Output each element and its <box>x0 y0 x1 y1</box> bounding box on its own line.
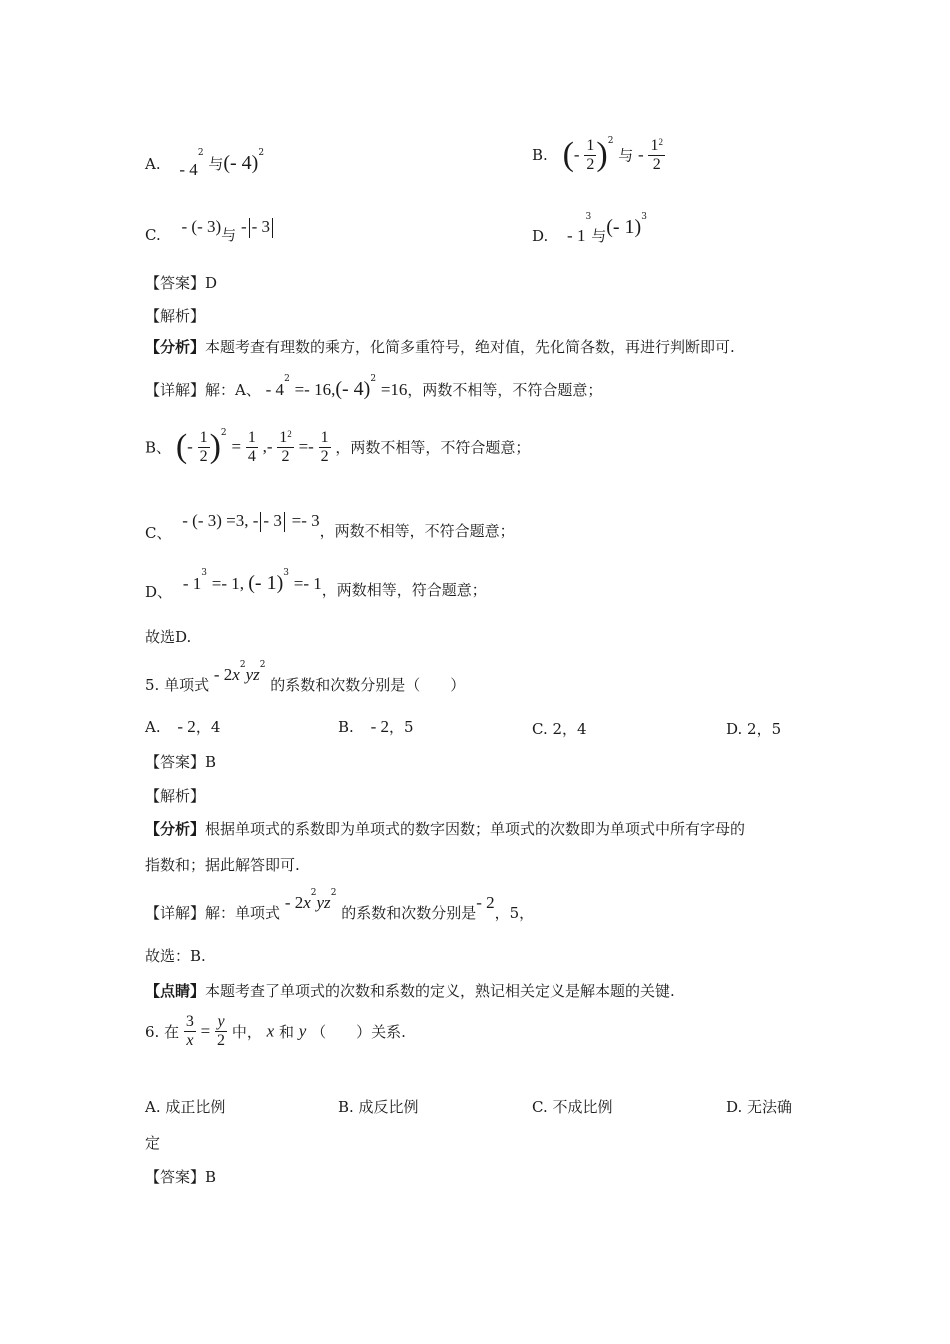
q5-stem <box>145 660 466 694</box>
q5-option-c: C. 2，4 <box>532 720 587 738</box>
math-exp: 3 <box>283 568 289 578</box>
math-exp: 2 <box>259 660 266 670</box>
math-expr: - 4 <box>265 380 285 399</box>
q5-option-d: D. 2，5 <box>726 720 782 738</box>
math-expr: - 4 <box>179 160 198 179</box>
detail-prefix: 解：A、 <box>205 381 261 399</box>
fenxi-text: 本题考查有理数的乘方，化简多重符号，绝对值，先化简各数，再进行判断即可. <box>205 338 735 356</box>
abs-expr: - 3 <box>251 217 271 236</box>
stem-num: 6. 在 <box>145 1023 180 1041</box>
option-label: A. <box>145 718 161 736</box>
math-exp: 2 <box>239 660 246 670</box>
math-expr: =- 1, <box>211 574 249 593</box>
conj: 与 <box>208 155 224 173</box>
q4-option-b: B. (- $\frac{1}{2}$ )$^2$ 与 - $\frac{1^2}{2}$ <box>532 136 663 173</box>
q4-option-a <box>145 148 265 179</box>
math-exp: 3 <box>641 212 647 222</box>
math-expr: =- 3 <box>291 511 320 530</box>
conj: 与 <box>591 227 607 245</box>
conj: 与 <box>221 226 237 244</box>
option-rest: ，4 <box>195 718 221 736</box>
detail-text: ，两数不相等，不符合题意； <box>319 522 515 540</box>
math-minus: - <box>187 437 193 456</box>
math-var: x <box>232 665 240 684</box>
math-coef: - 2 <box>476 893 495 912</box>
frac-den: 2 <box>199 447 208 465</box>
q6-option-a: A. 成正比例 <box>145 1098 226 1116</box>
math-var: yz <box>316 893 331 912</box>
detail-tag: 【详解】 <box>145 904 206 922</box>
q6-answer: 【答案】B <box>145 1168 217 1186</box>
frac-num: 1 <box>586 136 595 154</box>
math-eq: =- <box>298 437 314 456</box>
math-var: yz <box>245 665 260 684</box>
math-exp: 2 <box>284 374 290 384</box>
frac-den: 2 <box>648 155 665 174</box>
math-expr: (- 1) <box>248 572 284 594</box>
detail-text: ，两数不相等，不符合题意； <box>407 381 603 399</box>
frac-den: 2 <box>586 155 595 173</box>
math-expr: (- 4) <box>223 152 259 174</box>
option-label: B. <box>532 146 548 164</box>
dianjing-tag: 【点睛】 <box>145 982 206 1000</box>
detail-tag: 【详解】 <box>145 381 206 399</box>
frac-den: 2 <box>217 1032 226 1049</box>
math-exp: 2 <box>607 136 614 146</box>
frac-den: 4 <box>247 447 256 465</box>
option-value: - 2 <box>370 717 389 736</box>
math-exp: 2 <box>258 148 265 158</box>
math-exp: 2 <box>310 888 317 898</box>
option-rest: ，5 <box>389 718 414 736</box>
frac-num: 1 <box>279 428 288 446</box>
q5-answer: 【答案】B <box>145 753 217 771</box>
q6-option-c: C. 不成比例 <box>532 1098 613 1116</box>
detail-post: ，5， <box>494 904 535 922</box>
detail-text: ，两数相等，符合题意； <box>321 581 487 599</box>
q4-detail-c <box>145 510 515 542</box>
option-label: D. <box>532 227 549 245</box>
q4-detail-d <box>145 568 487 601</box>
frac-num: 1 <box>199 428 208 446</box>
q6-option-d: D. 无法确 <box>726 1098 793 1116</box>
fenxi-tag: 【分析】 <box>145 338 206 356</box>
conj: 与 <box>618 146 634 165</box>
math-expr: =16 <box>380 380 408 399</box>
math-var: x <box>303 893 311 912</box>
math-eq: = <box>200 1021 211 1041</box>
math-exp: 2 <box>287 428 292 439</box>
math-expr: (- 4) <box>335 378 371 400</box>
stem-post: （ ）关系. <box>311 1023 406 1041</box>
option-label: B. <box>338 718 354 736</box>
detail-text: ，两数不相等，不符合题意； <box>335 438 531 457</box>
math-expr: - 1 <box>182 574 202 593</box>
stem-pre: 5. 单项式 <box>145 676 210 694</box>
q5-jiexi: 【解析】 <box>145 787 206 805</box>
math-minus: - <box>240 217 247 236</box>
frac-num: y <box>217 1013 225 1030</box>
detail-pre: 解：单项式 <box>205 904 281 922</box>
detail-prefix: D、 <box>145 583 173 601</box>
q4-fenxi <box>145 336 735 357</box>
q6-option-b: B. 成反比例 <box>338 1098 419 1116</box>
math-expr: =- 16, <box>294 380 336 399</box>
option-label: C. <box>145 226 161 244</box>
q4-detail-a <box>145 374 603 401</box>
q5-conclusion: 故选：B. <box>145 947 206 965</box>
q4-answer: 【答案】D <box>145 274 218 292</box>
detail-prefix: C、 <box>145 524 172 542</box>
option-value: - 2 <box>177 717 196 736</box>
frac-num: 1 <box>650 136 659 154</box>
math-exp: 2 <box>197 148 204 158</box>
dianjing-text: 本题考查了单项式的次数和系数的定义，熟记相关定义是解本题的关键. <box>205 982 675 1000</box>
stem-post: 的系数和次数分别是（ ） <box>270 676 466 694</box>
math-minus: - <box>638 145 644 164</box>
q4-detail-b: B、 (- $\frac{1}{2}$ )$^2$ = $\frac{1}{4}$ ,- $\frac{1^2}{2}$ =- $\frac{1}{2}$ ，两数不相等，不符合题意； <box>145 428 531 465</box>
q4-option-c <box>145 216 275 244</box>
q5-fenxi-line1 <box>145 818 745 839</box>
math-coef: - 2 <box>284 893 304 912</box>
abs-expr: - 3 <box>263 511 282 530</box>
frac-num: 1 <box>247 428 256 446</box>
q5-option-a <box>145 716 220 737</box>
q5-dianjing <box>145 980 675 1001</box>
stem-and: 和 <box>278 1023 294 1041</box>
q6-option-d-wrap: 定 <box>145 1134 161 1152</box>
option-label: A. <box>145 155 161 173</box>
q5-option-b <box>338 716 414 737</box>
math-exp: 2 <box>658 136 663 147</box>
math-var: x <box>266 1021 275 1041</box>
detail-mid: 的系数和次数分别是 <box>341 904 477 922</box>
math-expr: (- 1) <box>606 216 642 238</box>
math-exp: 2 <box>330 888 337 898</box>
math-expr: - (- 3) <box>181 217 222 236</box>
q6-stem <box>145 1013 406 1050</box>
q5-detail <box>145 888 535 922</box>
math-expr: - 1 <box>567 226 586 245</box>
math-exp: 2 <box>220 428 227 438</box>
stem-mid: 中， <box>231 1023 262 1041</box>
q4-conclusion: 故选D. <box>145 628 192 646</box>
math-exp: 3 <box>585 212 592 222</box>
frac-num: 3 <box>185 1013 194 1030</box>
math-sep: ,- <box>262 437 273 456</box>
q4-option-d <box>532 212 647 245</box>
math-eq: = <box>231 437 242 456</box>
frac-num: 1 <box>320 428 329 446</box>
frac-den: 2 <box>277 447 294 466</box>
math-var: y <box>298 1021 307 1041</box>
math-coef: - 2 <box>213 665 233 684</box>
math-minus: - <box>573 145 580 164</box>
detail-prefix: B、 <box>145 438 172 457</box>
fenxi-tag: 【分析】 <box>145 820 206 838</box>
math-exp: 2 <box>370 374 377 384</box>
math-expr: =- 1 <box>293 574 322 593</box>
q4-jiexi: 【解析】 <box>145 307 206 325</box>
frac-den: x <box>184 1031 196 1050</box>
math-expr: - (- 3) =3, - <box>182 511 259 530</box>
q5-fenxi-line2: 指数和；据此解答即可. <box>145 856 300 874</box>
fenxi-text: 根据单项式的系数即为单项式的数字因数；单项式的次数即为单项式中所有字母的 <box>205 820 746 838</box>
frac-den: 2 <box>320 447 329 465</box>
math-exp: 3 <box>201 568 207 578</box>
